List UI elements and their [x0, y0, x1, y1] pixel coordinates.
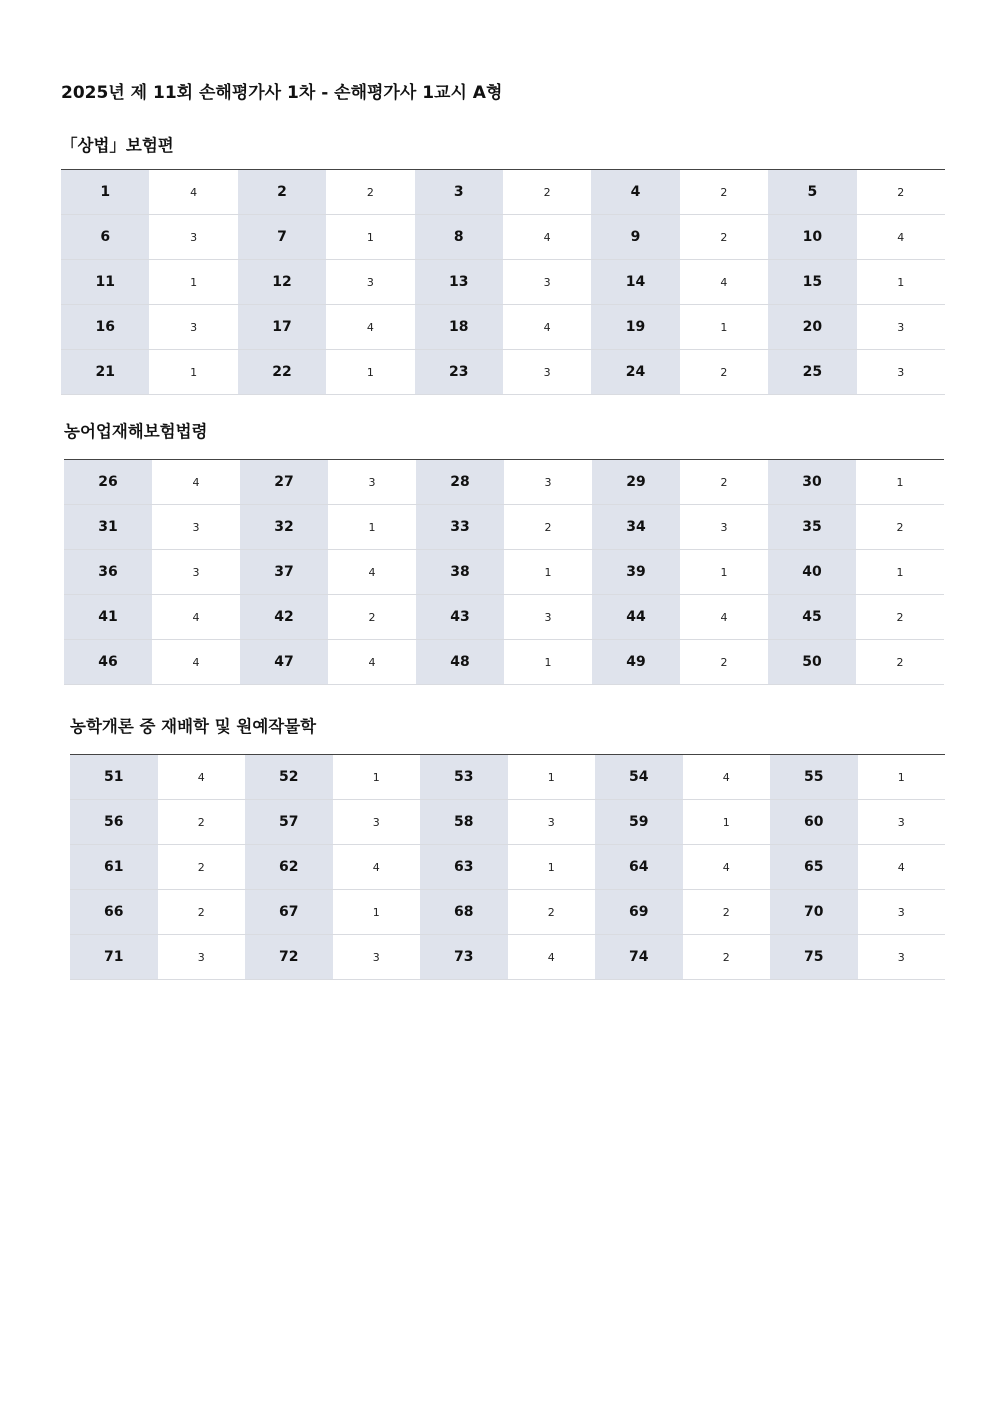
- question-number: 61: [70, 845, 158, 890]
- answer-value: 1: [683, 800, 771, 845]
- answer-value: 1: [508, 755, 596, 800]
- answer-value: 3: [503, 260, 591, 305]
- section-title-disaster-insurance-law: 농어업재해보험법령: [64, 422, 208, 441]
- table-row: [70, 845, 945, 890]
- answer-value: 4: [333, 845, 421, 890]
- question-number: 62: [245, 845, 333, 890]
- answer-value: 4: [503, 215, 591, 260]
- question-number: 1: [61, 170, 149, 215]
- answer-value: 2: [508, 890, 596, 935]
- question-number: 57: [245, 800, 333, 845]
- answer-value: 1: [856, 550, 944, 595]
- question-number: 9: [591, 215, 679, 260]
- answer-value: 2: [680, 350, 768, 395]
- question-number: 45: [768, 595, 856, 640]
- question-number: 7: [238, 215, 326, 260]
- question-number: 47: [240, 640, 328, 685]
- answer-value: 3: [508, 800, 596, 845]
- question-number: 64: [595, 845, 683, 890]
- question-number: 53: [420, 755, 508, 800]
- question-number: 13: [415, 260, 503, 305]
- question-number: 55: [770, 755, 858, 800]
- question-number: 22: [238, 350, 326, 395]
- answer-value: 4: [503, 305, 591, 350]
- answer-value: 1: [508, 845, 596, 890]
- question-number: 17: [238, 305, 326, 350]
- answer-table-disaster-insurance-law: [64, 459, 944, 685]
- question-number: 39: [592, 550, 680, 595]
- table-row: [61, 215, 945, 260]
- answer-value: 4: [152, 460, 240, 505]
- question-number: 38: [416, 550, 504, 595]
- question-number: 42: [240, 595, 328, 640]
- question-number: 56: [70, 800, 158, 845]
- question-number: 46: [64, 640, 152, 685]
- answer-value: 3: [149, 215, 237, 260]
- answer-value: 1: [333, 755, 421, 800]
- table-row: [61, 260, 945, 305]
- question-number: 8: [415, 215, 503, 260]
- table-row: [70, 800, 945, 845]
- question-number: 34: [592, 505, 680, 550]
- answer-value: 4: [326, 305, 414, 350]
- question-number: 50: [768, 640, 856, 685]
- answer-value: 1: [504, 550, 592, 595]
- answer-value: 4: [152, 595, 240, 640]
- question-number: 12: [238, 260, 326, 305]
- answer-value: 2: [158, 845, 246, 890]
- answer-value: 1: [858, 755, 946, 800]
- question-number: 2: [238, 170, 326, 215]
- answer-value: 2: [856, 595, 944, 640]
- answer-value: 4: [683, 845, 771, 890]
- answer-value: 3: [333, 935, 421, 980]
- answer-value: 4: [857, 215, 945, 260]
- question-number: 74: [595, 935, 683, 980]
- question-number: 72: [245, 935, 333, 980]
- question-number: 41: [64, 595, 152, 640]
- answer-value: 4: [683, 755, 771, 800]
- question-number: 75: [770, 935, 858, 980]
- answer-value: 2: [158, 890, 246, 935]
- question-number: 4: [591, 170, 679, 215]
- answer-value: 1: [149, 260, 237, 305]
- question-number: 15: [768, 260, 856, 305]
- table-row: [70, 935, 945, 980]
- question-number: 5: [768, 170, 856, 215]
- answer-value: 4: [680, 260, 768, 305]
- answer-value: 2: [683, 890, 771, 935]
- table-row: [70, 755, 945, 800]
- question-number: 36: [64, 550, 152, 595]
- answer-value: 4: [152, 640, 240, 685]
- table-row: [64, 460, 944, 505]
- page-title: 2025년 제 11회 손해평가사 1차 - 손해평가사 1교시 A형: [61, 83, 503, 103]
- answer-value: 2: [680, 460, 768, 505]
- answer-value: 3: [152, 550, 240, 595]
- question-number: 19: [591, 305, 679, 350]
- question-number: 14: [591, 260, 679, 305]
- answer-value: 3: [149, 305, 237, 350]
- question-number: 20: [768, 305, 856, 350]
- question-number: 37: [240, 550, 328, 595]
- answer-value: 4: [508, 935, 596, 980]
- answer-value: 2: [680, 640, 768, 685]
- question-number: 23: [415, 350, 503, 395]
- section-title-commercial-law: 「상법」보험편: [61, 136, 174, 155]
- answer-value: 1: [328, 505, 416, 550]
- answer-value: 3: [504, 460, 592, 505]
- answer-value: 3: [333, 800, 421, 845]
- question-number: 70: [770, 890, 858, 935]
- question-number: 73: [420, 935, 508, 980]
- question-number: 60: [770, 800, 858, 845]
- question-number: 59: [595, 800, 683, 845]
- answer-value: 2: [857, 170, 945, 215]
- question-number: 26: [64, 460, 152, 505]
- answer-value: 2: [856, 505, 944, 550]
- question-number: 66: [70, 890, 158, 935]
- question-number: 44: [592, 595, 680, 640]
- question-number: 33: [416, 505, 504, 550]
- answer-value: 3: [503, 350, 591, 395]
- answer-value: 3: [858, 890, 946, 935]
- question-number: 58: [420, 800, 508, 845]
- question-number: 67: [245, 890, 333, 935]
- answer-value: 2: [680, 170, 768, 215]
- answer-value: 1: [680, 550, 768, 595]
- question-number: 69: [595, 890, 683, 935]
- answer-value: 4: [680, 595, 768, 640]
- question-number: 52: [245, 755, 333, 800]
- question-number: 31: [64, 505, 152, 550]
- question-number: 35: [768, 505, 856, 550]
- question-number: 27: [240, 460, 328, 505]
- answer-value: 1: [333, 890, 421, 935]
- table-row: [64, 595, 944, 640]
- answer-value: 3: [857, 350, 945, 395]
- answer-value: 1: [326, 350, 414, 395]
- table-row: [61, 170, 945, 215]
- answer-value: 1: [149, 350, 237, 395]
- answer-value: 2: [158, 800, 246, 845]
- question-number: 10: [768, 215, 856, 260]
- answer-value: 1: [857, 260, 945, 305]
- answer-value: 3: [158, 935, 246, 980]
- answer-value: 1: [680, 305, 768, 350]
- answer-value: 3: [858, 935, 946, 980]
- question-number: 32: [240, 505, 328, 550]
- answer-value: 1: [504, 640, 592, 685]
- question-number: 48: [416, 640, 504, 685]
- answer-table-agronomy: [70, 754, 945, 980]
- answer-value: 4: [858, 845, 946, 890]
- question-number: 71: [70, 935, 158, 980]
- question-number: 24: [591, 350, 679, 395]
- answer-value: 1: [326, 215, 414, 260]
- answer-value: 4: [328, 550, 416, 595]
- answer-value: 2: [326, 170, 414, 215]
- answer-value: 1: [856, 460, 944, 505]
- question-number: 16: [61, 305, 149, 350]
- answer-value: 4: [149, 170, 237, 215]
- answer-value: 2: [504, 505, 592, 550]
- answer-value: 2: [680, 215, 768, 260]
- section-title-agronomy: 농학개론 중 재배학 및 원예작물학: [70, 717, 317, 736]
- question-number: 51: [70, 755, 158, 800]
- answer-value: 2: [503, 170, 591, 215]
- answer-value: 3: [504, 595, 592, 640]
- question-number: 30: [768, 460, 856, 505]
- table-row: [61, 305, 945, 350]
- question-number: 25: [768, 350, 856, 395]
- question-number: 54: [595, 755, 683, 800]
- question-number: 6: [61, 215, 149, 260]
- question-number: 18: [415, 305, 503, 350]
- table-row: [64, 550, 944, 595]
- question-number: 43: [416, 595, 504, 640]
- table-row: [70, 890, 945, 935]
- question-number: 21: [61, 350, 149, 395]
- question-number: 40: [768, 550, 856, 595]
- question-number: 65: [770, 845, 858, 890]
- question-number: 11: [61, 260, 149, 305]
- answer-value: 4: [328, 640, 416, 685]
- table-row: [61, 350, 945, 395]
- answer-table-commercial-law: [61, 169, 945, 395]
- answer-value: 3: [328, 460, 416, 505]
- question-number: 29: [592, 460, 680, 505]
- answer-value: 3: [326, 260, 414, 305]
- question-number: 68: [420, 890, 508, 935]
- answer-value: 2: [856, 640, 944, 685]
- answer-value: 3: [858, 800, 946, 845]
- question-number: 49: [592, 640, 680, 685]
- answer-value: 3: [152, 505, 240, 550]
- answer-value: 4: [158, 755, 246, 800]
- answer-value: 3: [857, 305, 945, 350]
- question-number: 3: [415, 170, 503, 215]
- question-number: 63: [420, 845, 508, 890]
- question-number: 28: [416, 460, 504, 505]
- answer-value: 2: [328, 595, 416, 640]
- answer-value: 2: [683, 935, 771, 980]
- table-row: [64, 640, 944, 685]
- answer-value: 3: [680, 505, 768, 550]
- table-row: [64, 505, 944, 550]
